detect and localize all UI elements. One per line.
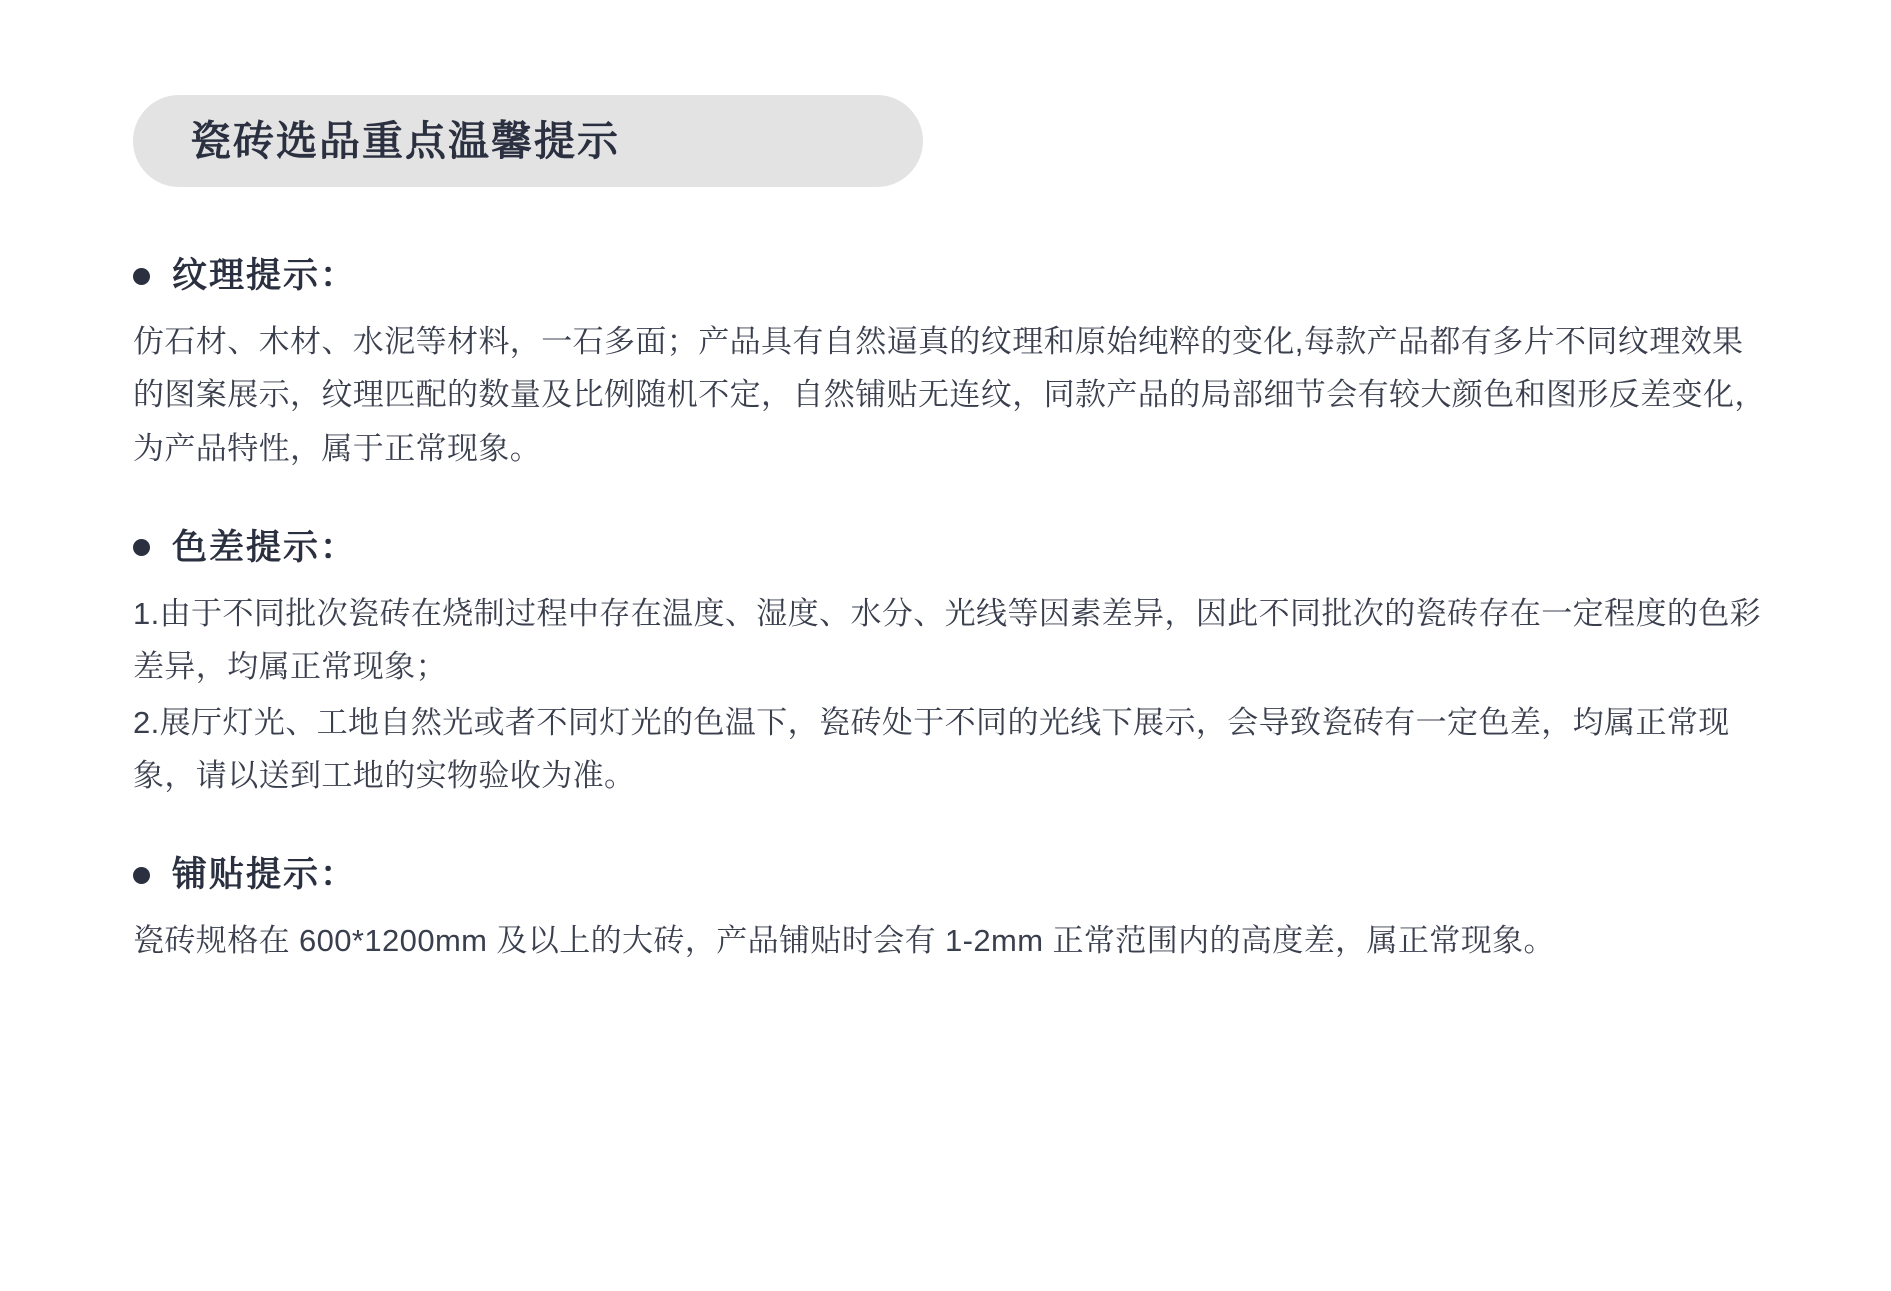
section-paragraph: 1.由于不同批次瓷砖在烧制过程中存在温度、湿度、水分、光线等因素差异，因此不同批次的瓷砖存在一定程度的色彩差异，均属正常现象；: [133, 595, 1762, 685]
section-paragraph: 仿石材、木材、水泥等材料，一石多面；产品具有自然逼真的纹理和原始纯粹的变化,每款产品都有多片不同纹理效果的图案展示，纹理匹配的数量及比例随机不定，自然铺贴无连纹，同款产品的局部细节会有较大颜色和图形反差变化，为产品特性，属于正常现象。: [133, 324, 1766, 466]
bullet-dot-icon: [133, 867, 150, 884]
section-title: 铺贴提示：: [172, 855, 358, 895]
section-title: 纹理提示：: [172, 256, 358, 295]
section-paragraph: 2.展厅灯光、工地自然光或者不同灯光的色温下，瓷砖处于不同的光线下展示，会导致瓷砖有一定色差，均属正常现象，请以送到工地的实物验收为准。: [133, 704, 1730, 793]
bullet-dot-icon: [133, 539, 150, 556]
sections-container: [133, 255, 1773, 968]
section-title: 色差提示：: [172, 527, 358, 567]
section-paragraph: 瓷砖规格在 600*1200mm 及以上的大砖，产品铺贴时会有 1-2mm 正常范围内的高度差，属正常现象。: [133, 923, 1555, 959]
section-header: [133, 854, 1773, 896]
page-title-pill: [133, 95, 923, 187]
page-title: 瓷砖选品重点温馨提示: [190, 117, 620, 164]
section-texture: [133, 255, 1773, 475]
bullet-dot-icon: [133, 268, 150, 285]
section-header: [133, 255, 1773, 297]
section-color-difference: [133, 527, 1773, 802]
section-header: [133, 527, 1773, 569]
section-installation: [133, 854, 1773, 967]
